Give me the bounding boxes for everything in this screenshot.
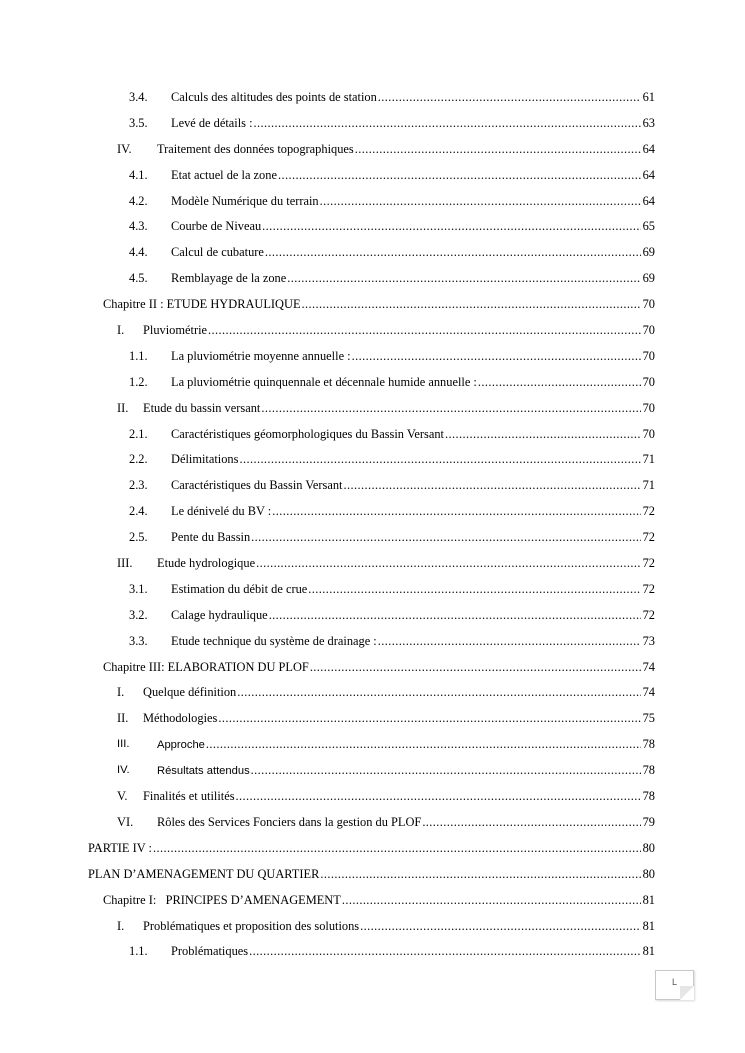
toc-entry-title: PLAN D’AMENAGEMENT DU QUARTIER [88,866,320,881]
toc-entry-title: Résultats attendus [157,765,250,778]
toc-entry-page: 65 [642,219,655,234]
toc-entry[interactable] [0,680,745,706]
toc-entry[interactable] [0,810,745,836]
toc-entry[interactable] [0,396,745,422]
toc-entry-page: 78 [642,763,655,778]
toc-entry-page: 69 [642,271,655,286]
toc-entry-number: 4.5. [129,271,148,286]
toc-entry[interactable] [0,240,745,266]
dot-leader [236,680,640,704]
toc-entry-title: Modèle Numérique du terrain [171,193,319,208]
toc-entry-title: Finalités et utilités [143,789,235,804]
toc-entry-number: VI. [117,814,134,829]
toc-entry-number: 1.1. [129,944,148,959]
toc-entry-line [157,137,655,161]
toc-entry[interactable] [0,422,745,448]
toc-entry-line [103,655,655,679]
dot-leader [152,836,641,860]
dot-leader [235,784,641,808]
toc-entry-line [171,370,655,394]
toc-entry-line [171,85,655,109]
toc-entry-line [157,551,655,575]
toc-entry[interactable] [0,163,745,189]
toc-entry[interactable] [0,603,745,629]
toc-entry-title: Problématiques [171,944,249,959]
dot-leader [217,706,640,730]
toc-entry-title: La pluviométrie quinquennale et décennale humide annuelle : [171,374,477,389]
toc-entry-page: 81 [642,944,655,959]
dot-leader [260,396,640,420]
toc-entry[interactable] [0,499,745,525]
toc-entry-page: 71 [642,452,655,467]
toc-entry[interactable] [0,85,745,111]
toc-entry-line [171,111,655,135]
toc-entry-number: II. [117,711,129,726]
toc-entry-title: Courbe de Niveau [171,219,262,234]
toc-entry-number: IV. [117,764,130,777]
toc-entry[interactable] [0,732,745,758]
dot-leader [351,344,641,368]
toc-entry-number: 4.1. [129,167,148,182]
toc-entry-title: Problématiques et proposition des solutions [143,918,360,933]
toc-entry-title: Quelque définition [143,685,237,700]
toc-entry-title: Remblayage de la zone [171,271,287,286]
toc-entry-number: III. [117,738,130,751]
toc-entry-line [88,836,655,860]
toc-entry-line [157,758,655,783]
toc-entry-number: 2.4. [129,504,148,519]
toc-entry-line [171,240,655,264]
toc-entry-page: 74 [642,685,655,700]
toc-entry[interactable] [0,525,745,551]
toc-entry-line [143,914,655,938]
dot-leader [250,525,640,549]
page-number-label: L [671,977,677,987]
toc-entry-title: Etude hydrologique [157,556,256,571]
dot-leader [421,810,640,834]
dot-leader [268,603,641,627]
toc-entry-line [171,214,655,238]
toc-entry-page: 72 [642,607,655,622]
toc-entry[interactable] [0,784,745,810]
dot-leader [286,266,640,290]
toc-part-entry[interactable] [0,836,745,862]
toc-entry-line [143,784,655,808]
dot-leader [253,111,641,135]
toc-entry-number: III. [117,556,133,571]
toc-entry-page: 70 [642,400,655,415]
toc-entry[interactable] [0,551,745,577]
toc-entry-page: 81 [642,918,655,933]
toc-entry-number: IV. [117,141,132,156]
toc-entry[interactable] [0,266,745,292]
toc-entry[interactable] [0,577,745,603]
toc-entry-number: 1.2. [129,374,148,389]
page-number-marker [655,970,694,1000]
toc-entry-title: Calcul de cubature [171,245,264,260]
dot-leader [248,939,641,963]
toc-entry-title: Caractéristiques du Bassin Versant [171,478,343,493]
dot-leader [309,655,641,679]
toc-chapter-entry[interactable] [0,292,745,318]
toc-entry-line [143,680,655,704]
toc-entry-page: 80 [642,840,655,855]
toc-entry-page: 81 [642,892,655,907]
dot-leader [342,473,640,497]
toc-entry-page: 78 [642,789,655,804]
toc-entry[interactable] [0,370,745,396]
toc-entry-number: 4.3. [129,219,148,234]
toc-entry[interactable] [0,629,745,655]
dot-leader [319,189,641,213]
toc-entry-title: Approche [157,739,205,752]
toc-chapter-entry[interactable] [0,655,745,681]
dot-leader [377,85,641,109]
toc-entry-page: 70 [642,426,655,441]
toc-entry-title: Chapitre I: PRINCIPES D’AMENAGEMENT [103,892,341,907]
dot-leader [277,163,641,187]
toc-entry-page: 69 [642,245,655,260]
dot-leader [307,577,640,601]
toc-entry-number: 2.3. [129,478,148,493]
toc-entry-number: V. [117,789,128,804]
dot-leader [301,292,641,316]
toc-entry-title: Rôles des Services Fonciers dans la gestion du PLOF [157,814,422,829]
toc-entry[interactable] [0,758,745,784]
toc-entry-page: 79 [642,814,655,829]
toc-entry-title: Levé de détails : [171,115,253,130]
toc-entry[interactable] [0,939,745,965]
toc-entry-title: Etat actuel de la zone [171,167,277,182]
toc-entry[interactable] [0,189,745,215]
toc-entry-title: La pluviométrie moyenne annuelle : [171,348,351,363]
toc-entry-number: 3.2. [129,607,148,622]
toc-entry-title: Pente du Bassin [171,530,251,545]
toc-entry-line [171,525,655,549]
dot-leader [477,370,641,394]
dot-leader [264,240,641,264]
dot-leader [205,732,641,756]
toc-entry-line [171,603,655,627]
toc-entry-page: 72 [642,556,655,571]
toc-entry-number: 4.2. [129,193,148,208]
toc-entry-title: Le dénivelé du BV : [171,504,272,519]
toc-entry-page: 71 [642,478,655,493]
toc-entry-title: PARTIE IV : [88,840,152,855]
toc-entry-title: Calculs des altitudes des points de station [171,90,377,104]
toc-entry-number: 1.1. [129,348,148,363]
toc-entry-title: Etude du bassin versant [143,400,261,415]
toc-entry-page: 80 [642,866,655,881]
toc-entry-page: 70 [642,323,655,338]
toc-entry-title: Estimation du débit de crue [171,581,308,596]
toc-entry[interactable] [0,318,745,344]
toc-entry-line [143,318,655,342]
toc-entry[interactable] [0,344,745,370]
toc-entry-page: 70 [642,374,655,389]
toc-entry-line [171,163,655,187]
toc-entry-page: 75 [642,711,655,726]
toc-entry-line [157,732,655,757]
toc-entry-number: 3.1. [129,581,148,596]
toc-entry-line [171,266,655,290]
toc-entry-title: Chapitre II : ETUDE HYDRAULIQUE [103,297,301,312]
toc-entry-line [171,577,655,601]
toc-entry-page: 70 [642,348,655,363]
toc-entry-number: 4.4. [129,245,148,260]
dot-leader [319,862,640,886]
toc-entry-page: 64 [642,141,655,156]
dot-leader [250,758,641,782]
toc-entry-title: Pluviométrie [143,323,208,338]
dot-leader [261,214,640,238]
toc-entry-page: 72 [642,581,655,596]
toc-entry[interactable] [0,914,745,940]
toc-entry-line [171,629,655,653]
toc-entry-page: 64 [642,167,655,182]
toc-entry-page: 70 [642,297,655,312]
toc-entry[interactable] [0,111,745,137]
toc-entry-number: I. [117,685,125,700]
toc-entry-line [88,862,655,886]
toc-entry-page: 72 [642,504,655,519]
toc-entry[interactable] [0,473,745,499]
toc-entry-number: 2.1. [129,426,148,441]
toc-entry-title: Calage hydraulique [171,607,268,622]
toc-entry-page: 64 [642,193,655,208]
toc-entry[interactable] [0,447,745,473]
toc-entry-line [157,810,655,834]
toc-entry-line [171,939,655,963]
toc-entry-number: 3.5. [129,115,148,130]
toc-entry-line [143,396,655,420]
toc-entry[interactable] [0,706,745,732]
toc-entry-line [171,473,655,497]
toc-entry-page: 72 [642,530,655,545]
dot-leader [377,629,641,653]
toc-entry-line [171,189,655,213]
toc-entry-number: 3.4. [129,90,148,104]
page-fold-corner [680,986,694,1000]
toc-entry[interactable] [0,214,745,240]
toc-entry-line [103,888,655,912]
dot-leader [207,318,641,342]
toc-entry-line [171,344,655,368]
toc-part-entry[interactable] [0,862,745,888]
toc-entry-page: 61 [642,90,655,104]
dot-leader [271,499,640,523]
table-of-contents [0,85,745,965]
toc-entry-page: 73 [642,633,655,648]
toc-entry-number: 2.2. [129,452,148,467]
toc-entry-line [171,447,655,471]
toc-entry-title: Caractéristiques géomorphologiques du Bassin Versant [171,426,445,441]
dot-leader [341,888,641,912]
toc-entry-number: 2.5. [129,530,148,545]
toc-entry-title: Etude technique du système de drainage : [171,633,377,648]
toc-entry-line [103,292,655,316]
dot-leader [359,914,640,938]
toc-entry-page: 78 [642,737,655,752]
toc-entry[interactable] [0,137,745,163]
dot-leader [255,551,641,575]
toc-entry-number: I. [117,918,125,933]
dot-leader [354,137,641,161]
toc-entry-line [171,422,655,446]
toc-entry-number: I. [117,323,125,338]
toc-entry-number: 3.3. [129,633,148,648]
toc-entry-line [171,499,655,523]
dot-leader [444,422,641,446]
toc-chapter-entry[interactable] [0,888,745,914]
toc-entry-number: II. [117,400,129,415]
toc-entry-title: Chapitre III: ELABORATION DU PLOF [103,659,309,674]
toc-entry-title: Délimitations [171,452,239,467]
toc-entry-page: 63 [642,115,655,130]
toc-entry-title: Méthodologies [143,711,218,726]
dot-leader [238,447,640,471]
toc-entry-page: 74 [642,659,655,674]
toc-entry-line [143,706,655,730]
toc-entry-title: Traitement des données topographiques [157,141,354,156]
